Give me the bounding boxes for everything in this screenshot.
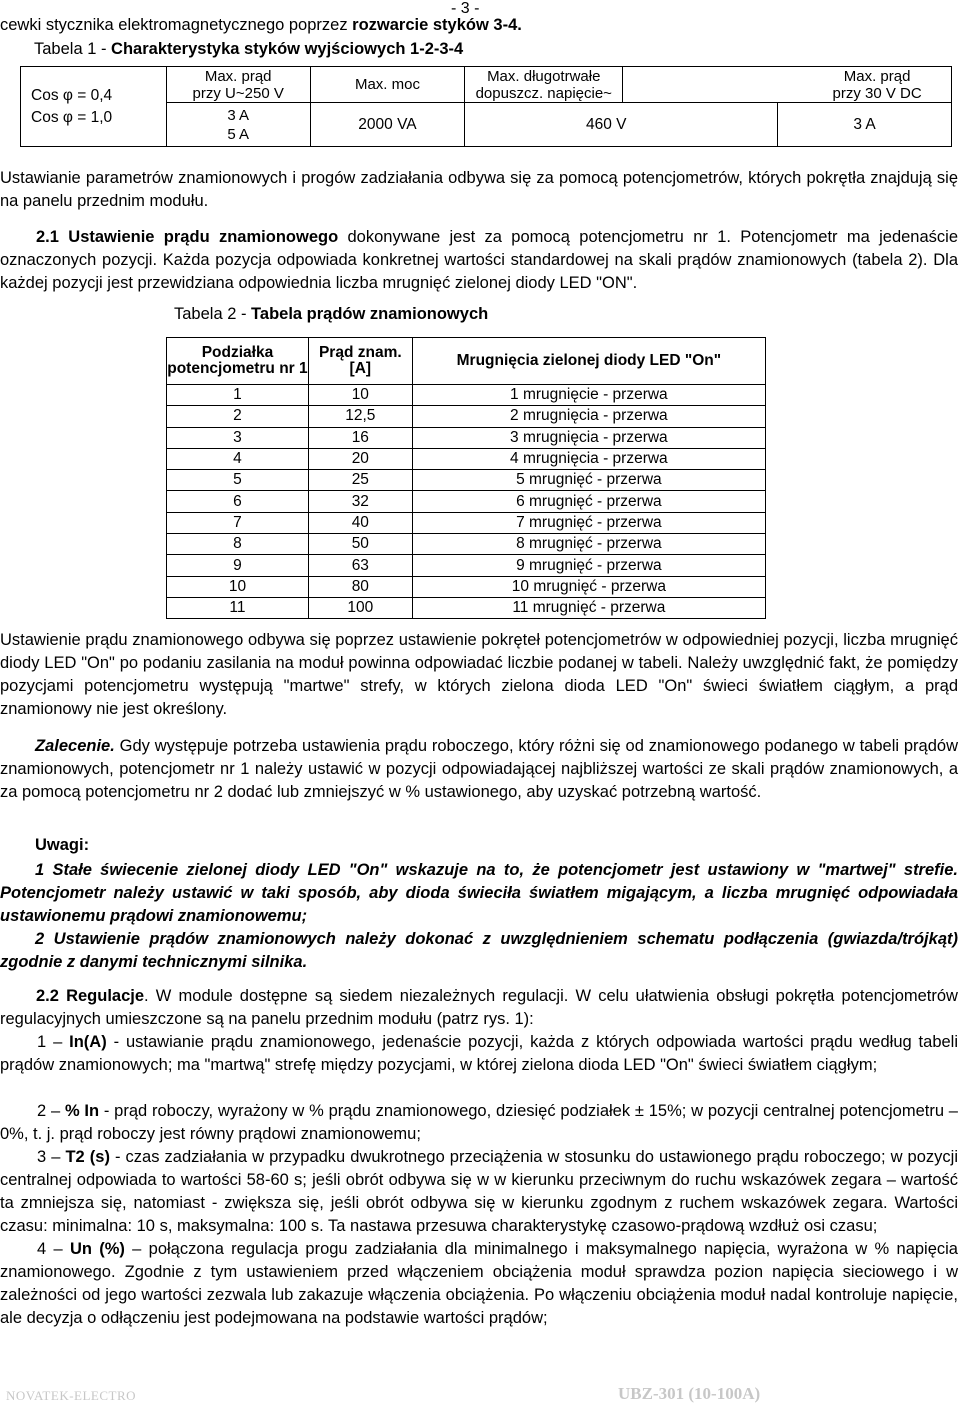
item-2-label: % In <box>64 1102 100 1120</box>
table-row <box>167 534 766 555</box>
table-rated-currents <box>166 337 766 619</box>
recommendation-text: Gdy występuje potrzeba ustawienia prądu roboczego, który różni się od znamionowego podanego w tabeli prądów znamionowych, potencjometr nr 1 należy ustawić w pozycji odpowiadającej najbliższej wartości ze skali prądów znamionowych, a za pomocą potencjometru nr 2 dodać lub zmniejszyć w % ustawionego, aby uzyskać potrzebną wartość. <box>0 737 958 801</box>
table-row <box>167 385 766 406</box>
rated-current: 32 <box>308 491 412 512</box>
footer-model: UBZ-301 (10-100A) <box>618 1384 761 1403</box>
blink-pattern: 11 mrugnięć - przerwa <box>412 597 765 618</box>
item-1-prefix: 1 – <box>37 1033 70 1051</box>
section-2-1-heading: 2.1 Ustawienie prądu znamionowego <box>36 228 339 246</box>
section-2-1-text: dokonywane jest za pomocą potencjometru nr 1. Potencjometr ma jedenaście oznaczonych pozycji. Każda pozycja odpowiada konkretnej wartości standardowej na skali prądów znamionowych (tabela 2). Dla każdej pozycji jest przewidziana odpowiednia liczba mrugnięć zielonej diody LED "ON". <box>0 228 959 292</box>
footer-company: NOVATEK-ELECTRO <box>6 1388 137 1403</box>
item-4-prefix: 4 – <box>37 1240 70 1258</box>
scale-position: 9 <box>167 555 309 576</box>
table-row <box>167 491 766 512</box>
rated-current: 80 <box>308 576 412 597</box>
rated-current: 63 <box>308 555 412 576</box>
scale-position: 7 <box>167 512 309 533</box>
scale-position: 4 <box>167 448 309 469</box>
item-2-text: - prąd roboczy, wyrażony w % prądu znamionowego, dziesięć podziałek ± 15%; w pozycji centralnej potencjometru – 0%, t. j. prąd roboczy jest równy prądowi znamionowemu; <box>0 1102 958 1143</box>
table-row <box>167 555 766 576</box>
adjustment-item-4 <box>0 1238 958 1330</box>
item-3-label: T2 (s) <box>65 1148 110 1166</box>
table-row <box>167 576 766 597</box>
blink-pattern: 10 mrugnięć - przerwa <box>412 576 765 597</box>
header-scale: Podziałka potencjometru nr 1 <box>167 338 309 385</box>
blink-pattern: 8 mrugnięć - przerwa <box>412 534 765 555</box>
section-2-2-heading: 2.2 Regulacje <box>36 987 145 1005</box>
item-4-label: Un (%) <box>69 1240 125 1258</box>
table-contacts <box>20 66 952 147</box>
scale-position: 1 <box>167 385 309 406</box>
scale-position: 8 <box>167 534 309 555</box>
para-setting: Ustawienie prądu znamionowego odbywa się poprzez ustawienie pokręteł potencjometrów w odpowiedniej pozycji, liczba mrugnięć diody LED "On" po podaniu zasilania na moduł powinna odpowiadać liczbie podanej w tabeli. Należy uwzględnić fakt, że pomiędzy pozycjami potencjometru występują "martwe" strefy, w których zielona dioda LED "On" świeci światłem ciągłym, a prąd znamionowy nie jest określony. <box>0 631 958 718</box>
rated-current: 25 <box>308 470 412 491</box>
blink-pattern: 4 mrugnięcia - przerwa <box>412 448 765 469</box>
table2-caption-prefix: Tabela 2 - <box>174 305 252 323</box>
col2-header: Max. moc <box>310 67 465 103</box>
rated-current: 20 <box>308 448 412 469</box>
blink-pattern: 7 mrugnięć - przerwa <box>412 512 765 533</box>
blink-pattern: 3 mrugnięcia - przerwa <box>412 427 765 448</box>
table-row <box>167 597 766 618</box>
adjustment-item-2 <box>0 1100 958 1146</box>
section-2-1 <box>0 226 958 295</box>
scale-position: 2 <box>167 406 309 427</box>
item-1-text: - ustawianie prądu znamionowego, jedenaście pozycji, każda z których odpowiada wartości prądu według tabeli prądów znamionowych; ma "martwą" strefę między pozycjami, w której zielona dioda LED "On" świeci światłem ciągłym; <box>0 1033 959 1074</box>
blink-pattern: 6 mrugnięć - przerwa <box>412 491 765 512</box>
item-1-label: In(A) <box>69 1033 107 1051</box>
cos-label-1: Cos φ = 0,4 <box>31 86 113 104</box>
table-row <box>167 427 766 448</box>
rated-current: 12,5 <box>308 406 412 427</box>
cos-labels-cell <box>21 67 167 147</box>
table-row <box>167 512 766 533</box>
col1-value-2: 5 A <box>227 125 250 143</box>
table1-caption-prefix: Tabela 1 - <box>34 40 112 58</box>
table1-caption <box>34 40 463 59</box>
note-1 <box>0 859 958 928</box>
item-4-text: – połączona regulacja progu zadziałania dla minimalnego i maksymalnego napięcia, wyrażona w % napięcia znamionowego. Zgodnie z tym ustawieniem przed włączeniem obciążenia moduł sprawdza pozion napięcia sieciowego i w zależności od jego wartości zezwala lub zakazuje włączenia obciążenia. Po włączeniu obciążenia moduł nadal kontroluje napięcie, ale decyzja o odłączeniu jest podejmowana na podstawie wartości prądów; <box>0 1240 958 1327</box>
cos-label-2: Cos φ = 1,0 <box>31 108 113 126</box>
recommendation <box>0 735 958 804</box>
blink-pattern: 2 mrugnięcia - przerwa <box>412 406 765 427</box>
col3-header: Max. długotrwałe dopuszcz. napięcie~ <box>465 67 623 103</box>
note-2-text: 2 Ustawienie prądów znamionowych należy dokonać z uwzględnieniem schematu podłączenia (gwiazda/trójkąt) zgodnie z danymi technicznymi silnika. <box>0 930 958 971</box>
header-current: Prąd znam. [A] <box>308 338 412 385</box>
rated-current: 50 <box>308 534 412 555</box>
notes-heading: Uwagi: <box>35 836 90 854</box>
item-3-prefix: 3 – <box>37 1148 66 1166</box>
section-2-2-text: . W module dostępne są siedem niezależnych regulacji. W celu ułatwienia obsługi pokrętła potencjometrów regulacyjnych umieszczone są na panelu przednim modułu (patrz rys. 1): <box>0 987 958 1028</box>
col1-values <box>166 103 310 147</box>
note-2 <box>0 928 958 974</box>
scale-position: 11 <box>167 597 309 618</box>
page-number: - 3 - <box>451 0 480 17</box>
recommendation-label: Zalecenie. <box>35 737 115 755</box>
item-3-text: - czas zadziałania w przypadku dwukrotnego przeciążenia w stosunku do ustawionego prądu roboczego; w pozycji centralnej odpowiada to wartości 58-60 s; jeśli obrót odbywa się w w kierunku przeciwnym do ruchu wskazówek zegara – wartość ta zmniejsza się, natomiast - zwiększa się, jeśli obrót odbywa się w kierunku zgodnym z ruchem wskazówek zegara. Wartości czasu: minimalna: 10 s, maksymalna: 100 s. Ta nastawa przesuwa charakterystykę czasowo-prądową wzdłuż osi czasu; <box>0 1148 958 1235</box>
scale-position: 3 <box>167 427 309 448</box>
note-1-text: 1 Stałe świecenie zielonej diody LED "On" wskazuje na to, że potencjometr jest ustawiony w "martwej" strefie. Potencjometr należy ustawić w taki sposób, aby dioda świeciła światłem migającym, a liczba mrugnięć odpowiadała ustawionemu prądowi znamionowemu; <box>0 861 958 925</box>
scale-position: 5 <box>167 470 309 491</box>
table1-caption-bold: Charakterystyka styków wyjściowych 1-2-3-4 <box>111 40 464 58</box>
blink-pattern: 9 mrugnięć - przerwa <box>412 555 765 576</box>
col1-header: Max. prąd przy U~250 V <box>166 67 310 103</box>
intro-bold: rozwarcie styków 3-4. <box>352 16 522 34</box>
table2-caption <box>174 305 488 324</box>
table2-caption-bold: Tabela prądów znamionowych <box>251 305 489 323</box>
scale-position: 10 <box>167 576 309 597</box>
scale-position: 6 <box>167 491 309 512</box>
item-2-prefix: 2 – <box>37 1102 65 1120</box>
rated-current: 16 <box>308 427 412 448</box>
rated-current: 40 <box>308 512 412 533</box>
header-blinks: Mrugnięcia zielonej diody LED "On" <box>412 338 765 385</box>
col1-value-1: 3 A <box>227 106 250 124</box>
table-row <box>167 406 766 427</box>
col4-value: 3 A <box>778 103 952 147</box>
table-row <box>167 470 766 491</box>
intro-prefix: cewki stycznika elektromagnetycznego poprzez <box>0 16 353 34</box>
intro-line <box>0 16 522 35</box>
para-intro: Ustawianie parametrów znamionowych i progów zadziałania odbywa się za pomocą potencjometrów, których pokrętła znajdują się na panelu przednim modułu. <box>0 169 958 210</box>
blink-pattern: 5 mrugnięć - przerwa <box>412 470 765 491</box>
blink-pattern: 1 mrugnięcie - przerwa <box>412 385 765 406</box>
col4-header: Max. prąd przy 30 V DC <box>623 67 952 103</box>
rated-current: 10 <box>308 385 412 406</box>
section-2-2 <box>0 985 958 1031</box>
table-row <box>167 448 766 469</box>
col2-value: 2000 VA <box>310 103 465 147</box>
rated-current: 100 <box>308 597 412 618</box>
col3-value: 460 V <box>465 103 778 147</box>
adjustment-item-3 <box>0 1146 958 1238</box>
adjustment-item-1 <box>0 1031 958 1077</box>
